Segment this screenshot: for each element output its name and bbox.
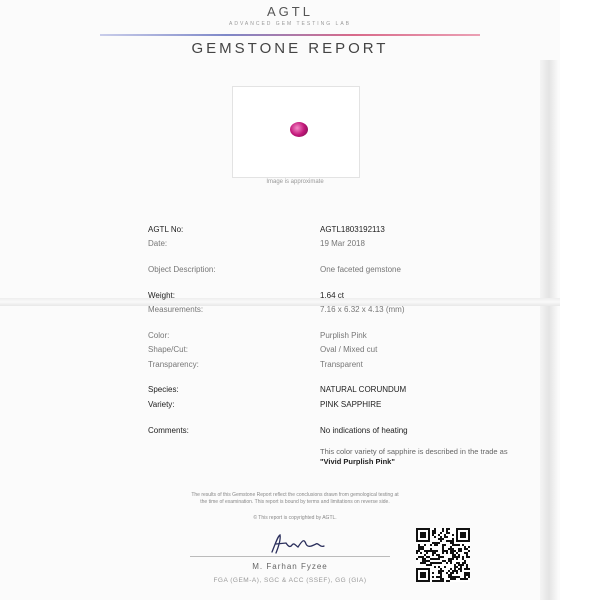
field-label-variety: Variety: xyxy=(148,400,175,409)
agtl-logo: AGTL xyxy=(267,4,313,19)
trade-name: "Vivid Purplish Pink" xyxy=(320,457,395,466)
handwritten-signature xyxy=(232,532,362,556)
signer-credentials: FGA (GEM-A), SGC & ACC (SSEF), GG (GIA) xyxy=(213,577,367,584)
field-label-comments: Comments: xyxy=(148,426,189,435)
disclaimer-line-2: the time of examination. This report is bound by terms and limitations on reverse side. xyxy=(200,499,390,505)
field-value-measurements: 7.16 x 6.32 x 4.13 (mm) xyxy=(320,305,405,314)
field-label-weight: Weight: xyxy=(148,291,175,300)
qr-code[interactable] xyxy=(416,528,470,582)
field-value-comments: No indications of heating xyxy=(320,426,408,435)
copyright-notice: © This report is copyrighted by AGTL. xyxy=(253,515,337,521)
logo-subtitle: ADVANCED GEM TESTING LAB xyxy=(229,21,351,27)
disclaimer xyxy=(160,492,430,506)
disclaimer-line-1: The results of this Gemstone Report reflect the conclusions drawn from gemological testing at xyxy=(191,492,399,498)
field-value-color: Purplish Pink xyxy=(320,331,367,340)
field-label-transparency: Transparency: xyxy=(148,360,199,369)
signature-line xyxy=(190,556,390,557)
field-label-agtl-no: AGTL No: xyxy=(148,225,184,234)
field-value-weight: 1.64 ct xyxy=(320,291,345,300)
signer-name: M. Farhan Fyzee xyxy=(252,562,328,571)
photo-caption: Image is approximate xyxy=(266,179,324,185)
field-label-species: Species: xyxy=(148,385,179,394)
paper-fold-edge xyxy=(540,60,558,600)
field-value-variety: PINK SAPPHIRE xyxy=(320,400,382,409)
field-value-transparency: Transparent xyxy=(320,360,363,369)
field-label-date: Date: xyxy=(148,239,168,248)
field-label-object-description: Object Description: xyxy=(148,265,216,274)
field-label-color: Color: xyxy=(148,331,170,340)
paper-crease xyxy=(0,298,560,306)
gem-image xyxy=(290,122,308,137)
header-rule xyxy=(100,34,480,36)
comment-note xyxy=(320,447,510,467)
field-value-date: 19 Mar 2018 xyxy=(320,239,365,248)
field-label-measurements: Measurements: xyxy=(148,305,204,314)
gem-photo xyxy=(232,86,360,178)
field-label-shape-cut: Shape/Cut: xyxy=(148,345,189,354)
field-value-shape-cut: Oval / Mixed cut xyxy=(320,345,378,354)
comment-note-text: This color variety of sapphire is described in the trade as xyxy=(320,447,508,456)
field-value-agtl-no: AGTL1803192113 xyxy=(320,225,385,234)
field-value-object-description: One faceted gemstone xyxy=(320,265,401,274)
report-title: GEMSTONE REPORT xyxy=(191,40,389,57)
field-value-species: NATURAL CORUNDUM xyxy=(320,385,407,394)
